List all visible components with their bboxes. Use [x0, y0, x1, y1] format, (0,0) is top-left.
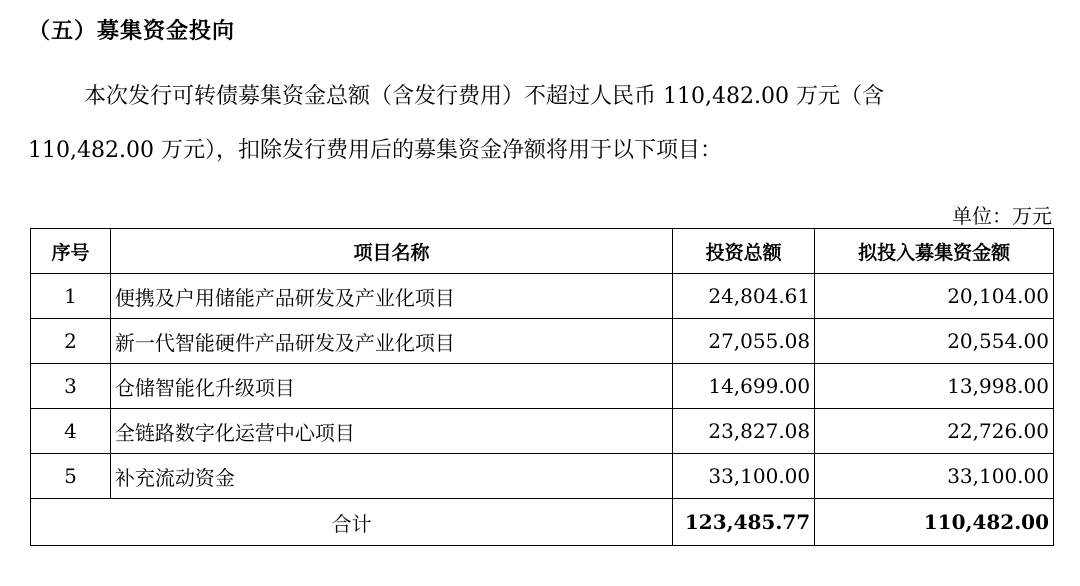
- total-investment: 123,485.77: [673, 499, 815, 546]
- row-index: 4: [31, 409, 111, 454]
- fund-allocation-table: [30, 228, 1054, 546]
- table-total-row: [31, 499, 1054, 546]
- row-project-name: 仓储智能化升级项目: [110, 364, 672, 409]
- row-index: 5: [31, 454, 111, 499]
- row-raised-funds: 20,104.00: [815, 274, 1054, 319]
- table-row: [31, 319, 1054, 364]
- table-row: [31, 454, 1054, 499]
- row-project-name: 新一代智能硬件产品研发及产业化项目: [110, 319, 672, 364]
- section-heading: （五）募集资金投向: [28, 19, 236, 44]
- total-label: 合计: [31, 499, 673, 546]
- total-raised-funds: 110,482.00: [815, 499, 1054, 546]
- row-index: 1: [31, 274, 111, 319]
- row-project-name: 便携及户用储能产品研发及产业化项目: [110, 274, 672, 319]
- row-project-name: 全链路数字化运营中心项目: [110, 409, 672, 454]
- table-header-row: [31, 229, 1054, 274]
- row-total-investment: 23,827.08: [673, 409, 815, 454]
- header-project-name: 项目名称: [110, 229, 672, 274]
- row-index: 3: [31, 364, 111, 409]
- row-raised-funds: 20,554.00: [815, 319, 1054, 364]
- table-row: [31, 364, 1054, 409]
- unit-label: 单位：万元: [952, 204, 1052, 228]
- paragraph-line-1: 本次发行可转债募集资金总额（含发行费用）不超过人民币 110,482.00 万元（含: [84, 84, 884, 109]
- header-index: 序号: [31, 229, 111, 274]
- header-raised-funds: 拟投入募集资金额: [815, 229, 1054, 274]
- header-total-investment: 投资总额: [673, 229, 815, 274]
- table-row: [31, 274, 1054, 319]
- row-raised-funds: 33,100.00: [815, 454, 1054, 499]
- row-project-name: 补充流动资金: [110, 454, 672, 499]
- paragraph-line-2: 110,482.00 万元），扣除发行费用后的募集资金净额将用于以下项目：: [28, 138, 722, 163]
- row-raised-funds: 13,998.00: [815, 364, 1054, 409]
- row-index: 2: [31, 319, 111, 364]
- row-total-investment: 24,804.61: [673, 274, 815, 319]
- row-total-investment: 27,055.08: [673, 319, 815, 364]
- row-total-investment: 14,699.00: [673, 364, 815, 409]
- row-raised-funds: 22,726.00: [815, 409, 1054, 454]
- table-row: [31, 409, 1054, 454]
- row-total-investment: 33,100.00: [673, 454, 815, 499]
